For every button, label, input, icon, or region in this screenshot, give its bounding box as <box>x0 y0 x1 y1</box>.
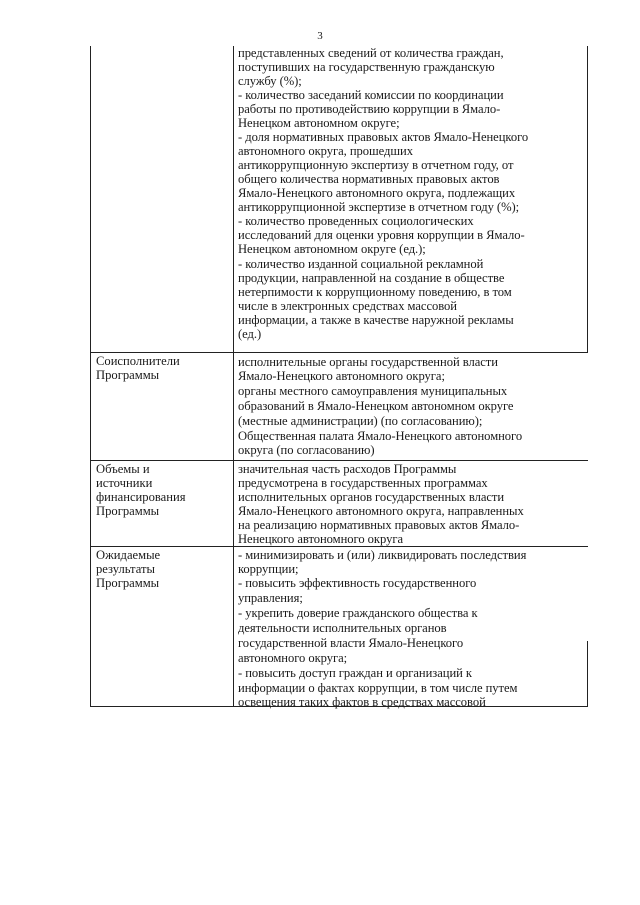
content-line: предусмотрена в государственных программах <box>238 476 488 490</box>
content-line: исследований для оценки уровня коррупции в Ямало- <box>238 228 525 242</box>
row-label-line: финансирования <box>96 490 186 504</box>
content-line: управления; <box>238 591 303 605</box>
content-line: - количество изданной социальной рекламной <box>238 257 484 271</box>
page-number: 3 <box>317 30 323 42</box>
content-line: представленных сведений от количества граждан, <box>238 46 504 60</box>
row-label-line: Программы <box>96 576 160 590</box>
content-line: Ненецком автономном округе; <box>238 116 400 130</box>
row-label-line: источники <box>96 476 153 490</box>
content-line: значительная часть расходов Программы <box>238 462 457 476</box>
content-line: - повысить эффективность государственного <box>238 576 477 590</box>
content-line: продукции, направленной на создание в обществе <box>238 271 505 285</box>
content-line: информации, а также в качестве наружной рекламы <box>238 313 514 327</box>
content-line: (ед.) <box>238 327 262 341</box>
row-label-line: Программы <box>96 368 160 382</box>
content-line: Ямало-Ненецкого автономного округа, направленных <box>238 504 524 518</box>
content-line: числе в электронных средствах массовой <box>238 299 457 313</box>
content-line: - доля нормативных правовых актов Ямало-Ненецкого <box>238 130 529 144</box>
content-line: образований в Ямало-Ненецком автономном округе <box>238 399 514 413</box>
row-label-line: Ожидаемые <box>96 548 161 562</box>
content-line: органы местного самоуправления муниципальных <box>238 384 508 398</box>
row-label-line: результаты <box>96 562 155 576</box>
table-left-border <box>90 46 91 706</box>
content-line: - минимизировать и (или) ликвидировать последствия <box>238 548 527 562</box>
content-line: (местные администрации) (по согласованию); <box>238 414 483 428</box>
content-line: исполнительных органов государственных власти <box>238 490 505 504</box>
content-line: коррупции; <box>238 562 299 576</box>
content-line: на реализацию нормативных правовых актов Ямало- <box>238 518 520 532</box>
content-line: общего количества нормативных правовых актов <box>238 172 500 186</box>
content-line: антикоррупционную экспертизу в отчетном году, от <box>238 158 514 172</box>
content-line: автономного округа; <box>238 651 348 665</box>
content-line: исполнительные органы государственной власти <box>238 355 498 369</box>
content-line: освещения таких фактов в средствах массовой <box>238 695 486 709</box>
content-line: Общественная палата Ямало-Ненецкого автономного <box>238 429 523 443</box>
content-line: Ненецкого автономного округа <box>238 532 403 546</box>
content-line: - повысить доступ граждан и организаций к <box>238 666 472 680</box>
content-line: автономного округа, прошедших <box>238 144 413 158</box>
content-line: - количество заседаний комиссии по координации <box>238 88 504 102</box>
content-line: Ямало-Ненецкого автономного округа, подлежащих <box>238 186 516 200</box>
content-line: антикоррупционной экспертизе в отчетном году (%); <box>238 200 520 214</box>
table-right-border <box>587 46 588 352</box>
content-line: Ямало-Ненецкого автономного округа; <box>238 369 445 383</box>
content-line: службу (%); <box>238 74 302 88</box>
content-line: - количество проведенных социологических <box>238 214 474 228</box>
row-label-line: Программы <box>96 504 160 518</box>
content-line: поступивших на государственную гражданскую <box>238 60 495 74</box>
row-label-line: Соисполнители <box>96 354 180 368</box>
row-divider <box>90 352 588 353</box>
row-label-line: Объемы и <box>96 462 150 476</box>
content-line: деятельности исполнительных органов <box>238 621 447 635</box>
content-line: округа (по согласованию) <box>238 443 375 457</box>
content-line: государственной власти Ямало-Ненецкого <box>238 636 464 650</box>
content-line: нетерпимости к коррупционному поведению, в том <box>238 285 512 299</box>
table-right-border-lower <box>587 641 588 706</box>
table-column-divider <box>233 46 234 706</box>
content-line: - укрепить доверие гражданского общества к <box>238 606 478 620</box>
content-line: Ненецком автономном округе (ед.); <box>238 242 426 256</box>
content-line: информации о фактах коррупции, в том числе путем <box>238 681 518 695</box>
content-line: работы по противодействию коррупции в Ямало- <box>238 102 501 116</box>
row-divider <box>90 460 588 461</box>
